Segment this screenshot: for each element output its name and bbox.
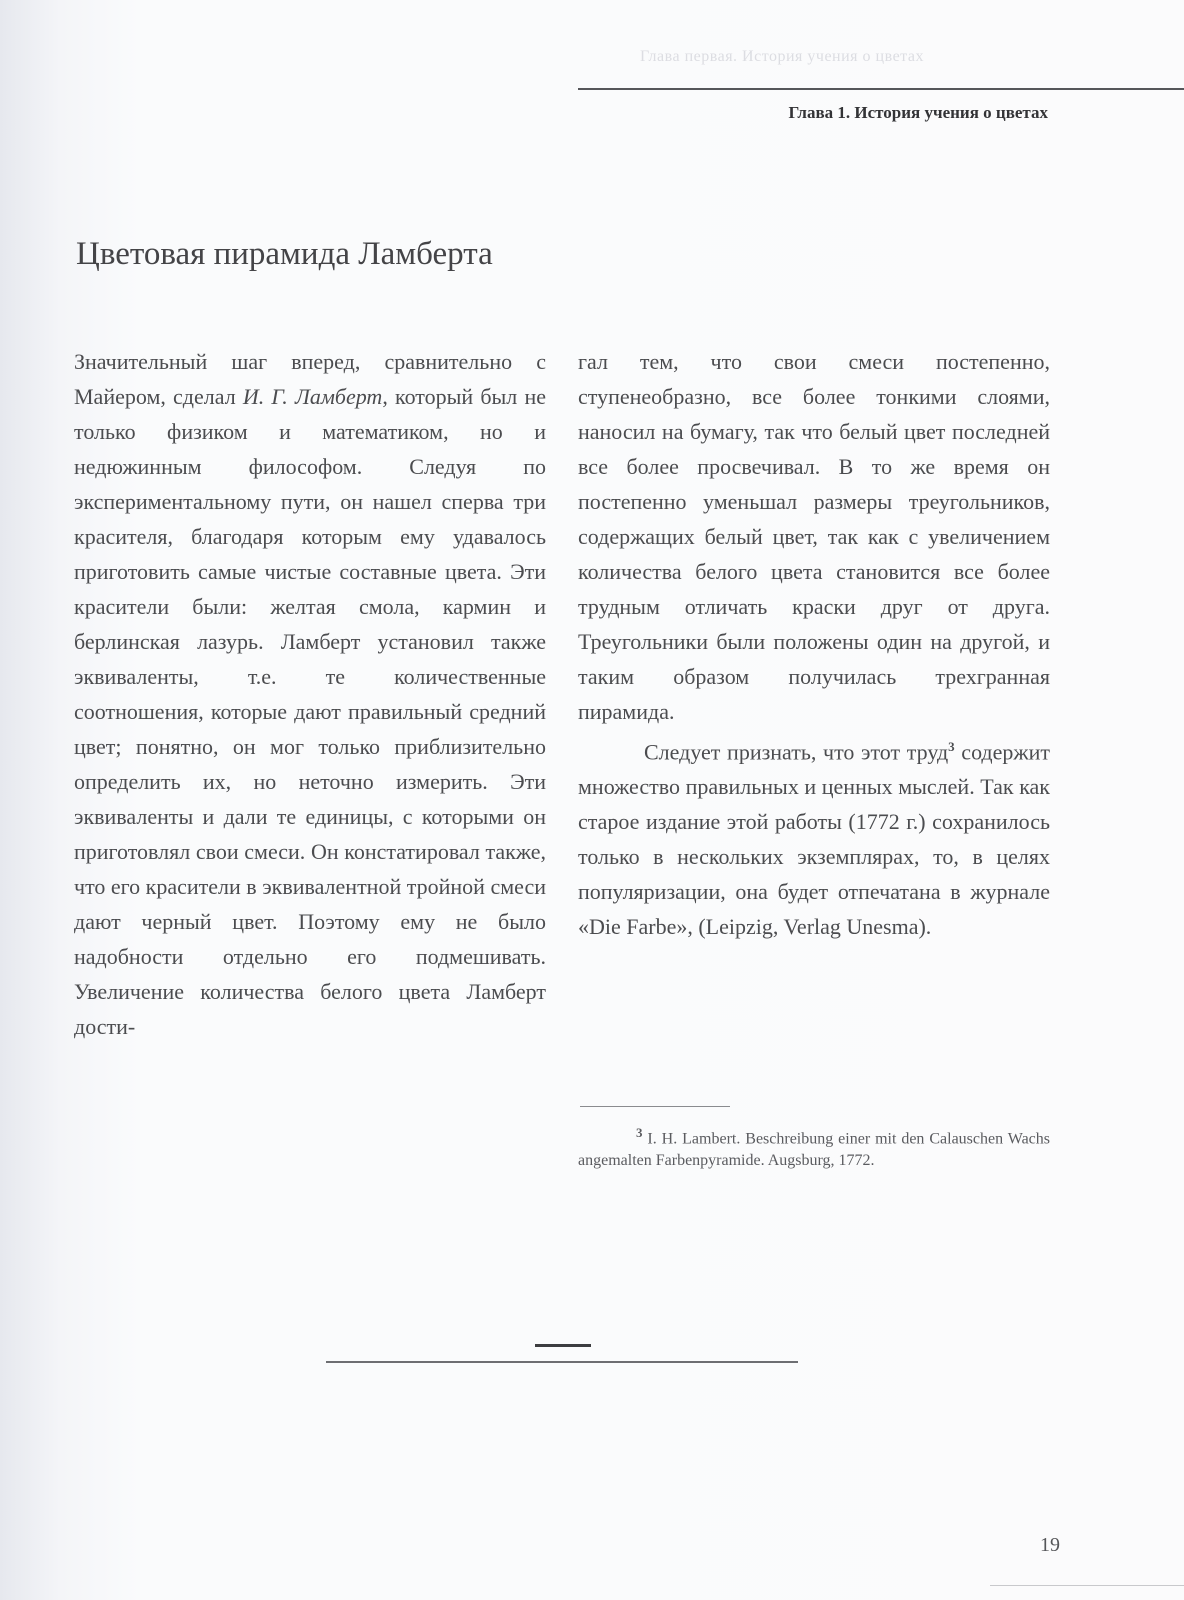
right-paragraph-2-text-2: содержит множество правильных и ценных мыслей. Так как старое издание этой работы (1772 г.) сохранилось только в нескольких экземплярах, то, в целях популяризации, она будет отпечатана в журнале «Die Farbe», (Leipzig, Verlag Unesma). [578, 739, 1050, 940]
footnote-reference: 3 [948, 739, 955, 754]
ghost-header-text: Глава первая. История учения о цветах [640, 48, 924, 65]
page-number: 19 [1040, 1534, 1060, 1556]
footnote-text: I. H. Lambert. Beschreibung einer mit den Calauschen Wachs angemalten Farbenpyramide. Augsburg, 1772. [578, 1130, 1050, 1170]
left-paragraph-text-1: Значительный шаг вперед, сравнительно с Майером, сделал [74, 349, 546, 409]
right-column [578, 344, 1050, 944]
section-title: Цветовая пирамида Ламберта [76, 236, 493, 272]
left-paragraph [74, 344, 546, 1044]
author-name-italic: И. Г. Ламберт [242, 384, 383, 409]
right-paragraph-1: гал тем, что свои смеси постепенно, ступенеобразно, все более тонкими слоями, наносил на бумагу, так что белый цвет последней все более просвечивал. В то же время он постепенно уменьшал размеры треугольников, содержащих белый цвет, так как с увеличением количества белого цвета становится все более трудным отличать краски друг от друга. Треугольники были положены один на другой, и таким образом получилась трехгранная пирамида. [578, 349, 1050, 724]
left-column [74, 344, 546, 1044]
decorative-rule-short [535, 1344, 591, 1347]
right-paragraph-2-text-1: Следует признать, что этот труд [644, 739, 949, 765]
header-rule [578, 88, 1184, 90]
decorative-rule-long [326, 1361, 798, 1363]
right-paragraph-2 [578, 729, 1050, 944]
footnote-rule [580, 1106, 730, 1107]
left-paragraph-text-2: , который был не только физиком и математиком, но и недюжинным философом. Следуя по экспериментальному пути, он нашел сперва три красителя, благодаря которым ему удавалось приготовить самые чистые составные цвета. Эти красители были: желтая смола, кармин и берлинская лазурь. Ламберт установил также эквиваленты, т.е. те количественные соотношения, которые дают правильный средний цвет; понятно, он мог только приблизительно определить их, но неточно измерить. Эти эквиваленты и дали те единицы, с которыми он приготовлял свои смеси. Он констатировал также, что его красители в эквивалентной тройной смеси дают черный цвет. Поэтому ему не было надобности отдельно его подмешивать. Увеличение количества белого цвета Ламберт дости- [74, 384, 546, 1039]
footnote-marker: 3 [636, 1125, 643, 1140]
bottom-rule [990, 1585, 1184, 1586]
running-head: Глава 1. История учения о цветах [788, 103, 1048, 122]
footnote [578, 1122, 1050, 1172]
